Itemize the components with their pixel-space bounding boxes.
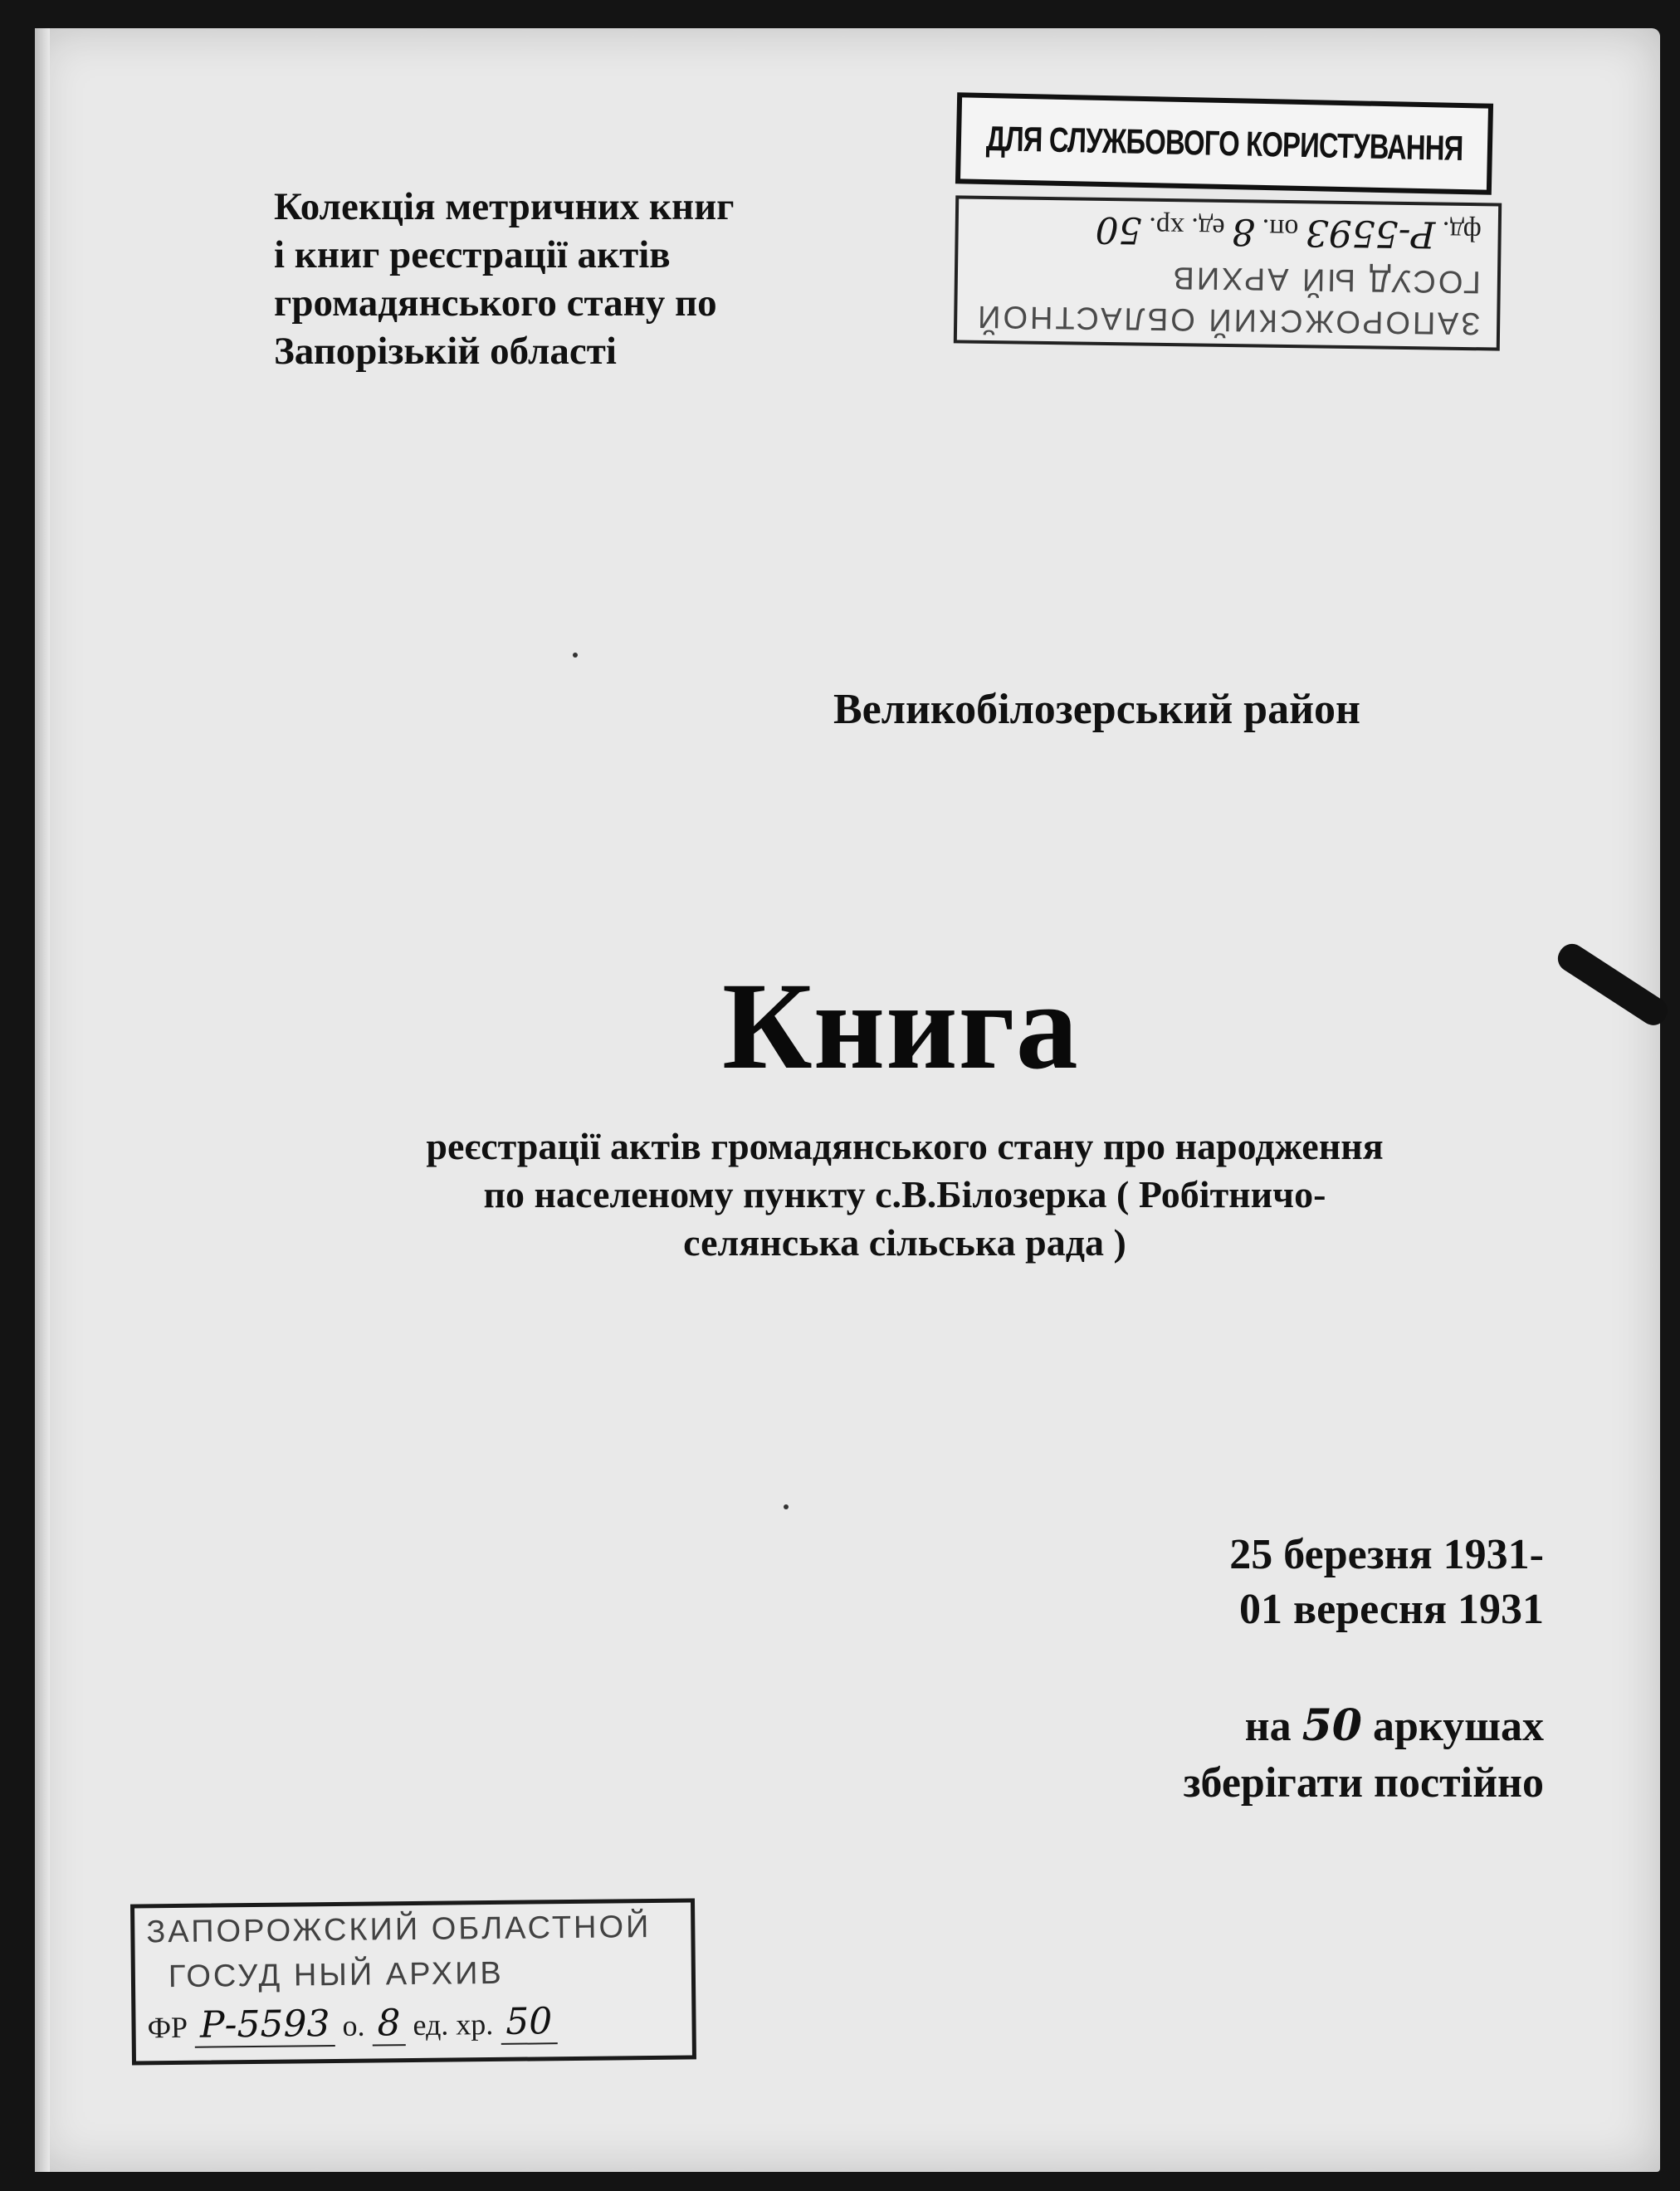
retention-note: зберігати постійно (1183, 1759, 1544, 1807)
fond-value: Р-5593 (195, 2003, 335, 2048)
restricted-use-stamp (955, 92, 1493, 195)
collection-line: громадянського стану по (274, 281, 717, 325)
archive-stamp-line: ЗАПОРОЖСКИЙ ОБЛАСТНОЙ (974, 298, 1481, 341)
fond-label: фд. (1442, 215, 1482, 247)
item-label: ед. хр. (1148, 211, 1225, 243)
archive-stamp (130, 1898, 696, 2065)
description-line: селянська сільська рада ) (683, 1221, 1126, 1264)
book-title: Книга (722, 957, 1079, 1095)
speck (573, 653, 578, 658)
archive-stamp-reference (1095, 208, 1482, 256)
restricted-use-stamp-text: ДЛЯ СЛУЖБОВОГО КОРИСТУВАННЯ (985, 118, 1463, 169)
district-name: Великобілозерський район (833, 686, 1360, 733)
date-start: 25 березня 1931- (1229, 1531, 1544, 1578)
sheet-count-prefix: на (1244, 1703, 1292, 1750)
sheet-count-line (1184, 1698, 1544, 1755)
collection-line: і книг реєстрації актів (274, 233, 671, 276)
archive-stamp-line: ГОСУД НЫЙ АРХИВ (168, 1955, 504, 1995)
fond-value: Р-5593 (1305, 211, 1436, 256)
archive-stamp-reference (147, 2000, 557, 2047)
collection-line: Колекція метричних книг (274, 185, 735, 228)
opys-value: 8 (1231, 210, 1256, 253)
item-label: ед. хр. (413, 2007, 494, 2042)
opys-label: оп. (1262, 213, 1299, 245)
collection-header (274, 183, 735, 375)
description-line: реєстрації актів громадянського стану про народження (426, 1125, 1384, 1167)
sheet-count-suffix: аркушах (1372, 1703, 1544, 1750)
opys-value: 8 (372, 2002, 406, 2046)
book-description (282, 1122, 1527, 1267)
opys-label: о. (342, 2008, 365, 2042)
archive-stamp-mirrored (954, 195, 1502, 350)
item-value: 50 (501, 2000, 558, 2045)
page-fold-shadow (35, 28, 50, 2172)
date-end: 01 вересня 1931 (1239, 1586, 1544, 1633)
collection-line: Запорізькій області (274, 330, 617, 373)
sheet-info (1184, 1698, 1544, 1812)
sheet-count-value: 50 (1302, 1700, 1362, 1751)
archive-stamp-line: ЗАПОРОЖСКИЙ ОБЛАСТНОЙ (146, 1909, 652, 1950)
description-line: по населеному пункту с.В.Білозерка ( Робітничо- (483, 1173, 1326, 1215)
item-value: 50 (1095, 208, 1142, 252)
speck (784, 1504, 789, 1509)
fond-label: ФР (147, 2010, 188, 2045)
archive-stamp-line: ГОСУД ЫЙ АРХИВ (1170, 260, 1482, 300)
date-range (1229, 1528, 1544, 1637)
